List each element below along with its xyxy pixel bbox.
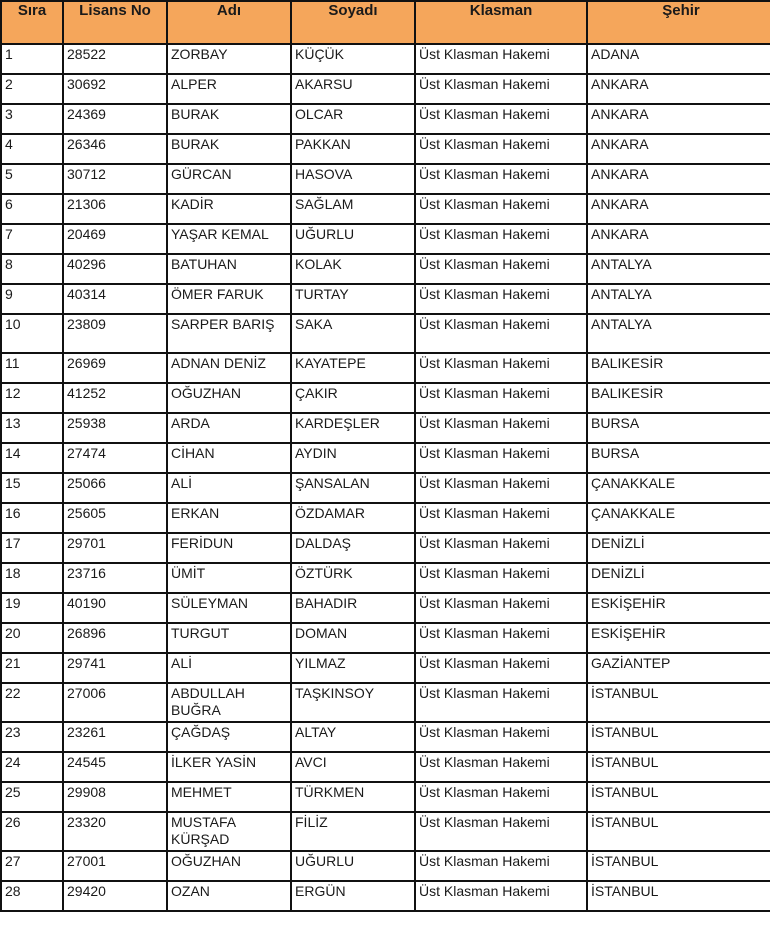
cell-sira: 14 — [1, 443, 63, 473]
cell-soyadi: ALTAY — [291, 722, 415, 752]
cell-klasman: Üst Klasman Hakemi — [415, 653, 587, 683]
table-row — [1, 224, 770, 254]
cell-sira: 15 — [1, 473, 63, 503]
cell-lisans: 27474 — [63, 443, 167, 473]
cell-sira: 11 — [1, 353, 63, 383]
table-row — [1, 653, 770, 683]
cell-lisans: 26969 — [63, 353, 167, 383]
cell-adi: ADNAN DENİZ — [167, 353, 291, 383]
table-row — [1, 473, 770, 503]
cell-sehir: ESKİŞEHİR — [587, 623, 770, 653]
cell-klasman: Üst Klasman Hakemi — [415, 413, 587, 443]
cell-adi: ÜMİT — [167, 563, 291, 593]
table-row — [1, 851, 770, 881]
cell-sira: 28 — [1, 881, 63, 911]
cell-lisans: 23261 — [63, 722, 167, 752]
cell-sira: 17 — [1, 533, 63, 563]
table-body — [1, 44, 770, 911]
cell-sehir: ANTALYA — [587, 254, 770, 284]
cell-sira: 18 — [1, 563, 63, 593]
cell-adi: ÇAĞDAŞ — [167, 722, 291, 752]
cell-adi: ALİ — [167, 653, 291, 683]
cell-sehir: BALIKESİR — [587, 383, 770, 413]
cell-adi: ALİ — [167, 473, 291, 503]
cell-adi: MEHMET — [167, 782, 291, 812]
cell-adi: ZORBAY — [167, 44, 291, 74]
cell-sira: 27 — [1, 851, 63, 881]
table-row — [1, 722, 770, 752]
cell-klasman: Üst Klasman Hakemi — [415, 224, 587, 254]
cell-sehir: GAZİANTEP — [587, 653, 770, 683]
cell-klasman: Üst Klasman Hakemi — [415, 74, 587, 104]
cell-sira: 5 — [1, 164, 63, 194]
cell-adi: GÜRCAN — [167, 164, 291, 194]
cell-sira: 3 — [1, 104, 63, 134]
cell-lisans: 23809 — [63, 314, 167, 353]
cell-soyadi: PAKKAN — [291, 134, 415, 164]
cell-lisans: 27001 — [63, 851, 167, 881]
column-header-klasman: Klasman — [415, 1, 587, 44]
cell-lisans: 26346 — [63, 134, 167, 164]
cell-sehir: ANKARA — [587, 164, 770, 194]
cell-sira: 23 — [1, 722, 63, 752]
cell-klasman: Üst Klasman Hakemi — [415, 44, 587, 74]
cell-adi: İLKER YASİN — [167, 752, 291, 782]
cell-sehir: ANTALYA — [587, 314, 770, 353]
cell-klasman: Üst Klasman Hakemi — [415, 683, 587, 722]
cell-lisans: 40314 — [63, 284, 167, 314]
cell-adi: BURAK — [167, 104, 291, 134]
cell-klasman: Üst Klasman Hakemi — [415, 503, 587, 533]
cell-soyadi: AYDIN — [291, 443, 415, 473]
cell-klasman: Üst Klasman Hakemi — [415, 473, 587, 503]
cell-sira: 6 — [1, 194, 63, 224]
cell-lisans: 24369 — [63, 104, 167, 134]
cell-adi: FERİDUN — [167, 533, 291, 563]
cell-lisans: 29701 — [63, 533, 167, 563]
table-row — [1, 104, 770, 134]
cell-soyadi: SAĞLAM — [291, 194, 415, 224]
cell-lisans: 26896 — [63, 623, 167, 653]
cell-klasman: Üst Klasman Hakemi — [415, 563, 587, 593]
cell-lisans: 25605 — [63, 503, 167, 533]
cell-soyadi: DOMAN — [291, 623, 415, 653]
table-row — [1, 353, 770, 383]
table-row — [1, 413, 770, 443]
cell-sehir: ANKARA — [587, 224, 770, 254]
cell-adi: YAŞAR KEMAL — [167, 224, 291, 254]
cell-sehir: BURSA — [587, 443, 770, 473]
cell-adi: OĞUZHAN — [167, 851, 291, 881]
cell-sehir: İSTANBUL — [587, 851, 770, 881]
cell-lisans: 21306 — [63, 194, 167, 224]
cell-soyadi: KÜÇÜK — [291, 44, 415, 74]
table-row — [1, 752, 770, 782]
cell-soyadi: UĞURLU — [291, 851, 415, 881]
cell-lisans: 27006 — [63, 683, 167, 722]
cell-soyadi: AVCI — [291, 752, 415, 782]
cell-soyadi: AKARSU — [291, 74, 415, 104]
cell-lisans: 25938 — [63, 413, 167, 443]
cell-klasman: Üst Klasman Hakemi — [415, 104, 587, 134]
table-row — [1, 44, 770, 74]
cell-soyadi: YILMAZ — [291, 653, 415, 683]
cell-sehir: ANKARA — [587, 104, 770, 134]
cell-adi: SARPER BARIŞ — [167, 314, 291, 353]
cell-sehir: İSTANBUL — [587, 752, 770, 782]
cell-sehir: ADANA — [587, 44, 770, 74]
cell-lisans: 30712 — [63, 164, 167, 194]
cell-lisans: 40296 — [63, 254, 167, 284]
cell-sehir: ANTALYA — [587, 284, 770, 314]
cell-soyadi: TÜRKMEN — [291, 782, 415, 812]
table-row — [1, 254, 770, 284]
cell-soyadi: ÖZTÜRK — [291, 563, 415, 593]
table-row — [1, 623, 770, 653]
cell-sira: 9 — [1, 284, 63, 314]
cell-sira: 22 — [1, 683, 63, 722]
cell-klasman: Üst Klasman Hakemi — [415, 254, 587, 284]
cell-klasman: Üst Klasman Hakemi — [415, 314, 587, 353]
cell-klasman: Üst Klasman Hakemi — [415, 533, 587, 563]
table-row — [1, 134, 770, 164]
cell-sehir: İSTANBUL — [587, 683, 770, 722]
cell-sehir: DENİZLİ — [587, 533, 770, 563]
cell-lisans: 29908 — [63, 782, 167, 812]
cell-adi: ALPER — [167, 74, 291, 104]
cell-lisans: 28522 — [63, 44, 167, 74]
cell-sira: 1 — [1, 44, 63, 74]
header-row — [1, 1, 770, 44]
column-header-adi: Adı — [167, 1, 291, 44]
cell-sira: 7 — [1, 224, 63, 254]
cell-adi: ARDA — [167, 413, 291, 443]
cell-adi: ABDULLAH BUĞRA — [167, 683, 291, 722]
cell-adi: SÜLEYMAN — [167, 593, 291, 623]
cell-klasman: Üst Klasman Hakemi — [415, 284, 587, 314]
column-header-sira: Sıra — [1, 1, 63, 44]
cell-klasman: Üst Klasman Hakemi — [415, 164, 587, 194]
cell-sehir: ANKARA — [587, 194, 770, 224]
cell-sehir: BURSA — [587, 413, 770, 443]
cell-lisans: 23320 — [63, 812, 167, 851]
cell-lisans: 25066 — [63, 473, 167, 503]
cell-lisans: 24545 — [63, 752, 167, 782]
cell-sira: 26 — [1, 812, 63, 851]
table-row — [1, 563, 770, 593]
cell-sehir: ESKİŞEHİR — [587, 593, 770, 623]
cell-sehir: DENİZLİ — [587, 563, 770, 593]
cell-sira: 12 — [1, 383, 63, 413]
cell-sehir: İSTANBUL — [587, 782, 770, 812]
cell-lisans: 20469 — [63, 224, 167, 254]
cell-adi: CİHAN — [167, 443, 291, 473]
table-row — [1, 164, 770, 194]
cell-sira: 13 — [1, 413, 63, 443]
cell-sira: 20 — [1, 623, 63, 653]
cell-klasman: Üst Klasman Hakemi — [415, 443, 587, 473]
cell-adi: BURAK — [167, 134, 291, 164]
column-header-sehir: Şehir — [587, 1, 770, 44]
cell-sehir: ANKARA — [587, 74, 770, 104]
cell-klasman: Üst Klasman Hakemi — [415, 134, 587, 164]
cell-lisans: 30692 — [63, 74, 167, 104]
cell-klasman: Üst Klasman Hakemi — [415, 851, 587, 881]
cell-soyadi: KAYATEPE — [291, 353, 415, 383]
cell-soyadi: FİLİZ — [291, 812, 415, 851]
table-row — [1, 503, 770, 533]
cell-soyadi: DALDAŞ — [291, 533, 415, 563]
cell-klasman: Üst Klasman Hakemi — [415, 593, 587, 623]
cell-lisans: 40190 — [63, 593, 167, 623]
cell-soyadi: TAŞKINSOY — [291, 683, 415, 722]
cell-sira: 16 — [1, 503, 63, 533]
cell-soyadi: ÖZDAMAR — [291, 503, 415, 533]
cell-soyadi: ŞANSALAN — [291, 473, 415, 503]
cell-adi: OZAN — [167, 881, 291, 911]
cell-adi: KADİR — [167, 194, 291, 224]
table-row — [1, 782, 770, 812]
cell-adi: MUSTAFA KÜRŞAD — [167, 812, 291, 851]
cell-lisans: 41252 — [63, 383, 167, 413]
table-row — [1, 443, 770, 473]
cell-soyadi: HASOVA — [291, 164, 415, 194]
cell-soyadi: UĞURLU — [291, 224, 415, 254]
table-header — [1, 1, 770, 44]
cell-adi: TURGUT — [167, 623, 291, 653]
table-row — [1, 812, 770, 851]
cell-soyadi: KOLAK — [291, 254, 415, 284]
cell-klasman: Üst Klasman Hakemi — [415, 383, 587, 413]
cell-adi: ERKAN — [167, 503, 291, 533]
cell-sehir: ANKARA — [587, 134, 770, 164]
table-row — [1, 383, 770, 413]
cell-sira: 10 — [1, 314, 63, 353]
cell-sehir: İSTANBUL — [587, 812, 770, 851]
cell-klasman: Üst Klasman Hakemi — [415, 752, 587, 782]
cell-soyadi: SAKA — [291, 314, 415, 353]
cell-sehir: İSTANBUL — [587, 722, 770, 752]
cell-soyadi: TURTAY — [291, 284, 415, 314]
table-row — [1, 683, 770, 722]
table-row — [1, 74, 770, 104]
cell-sira: 21 — [1, 653, 63, 683]
table-row — [1, 314, 770, 353]
table-row — [1, 284, 770, 314]
cell-soyadi: ÇAKIR — [291, 383, 415, 413]
column-header-soyadi: Soyadı — [291, 1, 415, 44]
cell-lisans: 29420 — [63, 881, 167, 911]
cell-lisans: 23716 — [63, 563, 167, 593]
cell-soyadi: KARDEŞLER — [291, 413, 415, 443]
cell-soyadi: ERGÜN — [291, 881, 415, 911]
cell-klasman: Üst Klasman Hakemi — [415, 623, 587, 653]
cell-sehir: BALIKESİR — [587, 353, 770, 383]
cell-soyadi: BAHADIR — [291, 593, 415, 623]
column-header-lisans: Lisans No — [63, 1, 167, 44]
cell-klasman: Üst Klasman Hakemi — [415, 881, 587, 911]
cell-sehir: İSTANBUL — [587, 881, 770, 911]
cell-klasman: Üst Klasman Hakemi — [415, 353, 587, 383]
cell-lisans: 29741 — [63, 653, 167, 683]
cell-adi: ÖMER FARUK — [167, 284, 291, 314]
cell-sira: 24 — [1, 752, 63, 782]
cell-sira: 2 — [1, 74, 63, 104]
cell-soyadi: OLCAR — [291, 104, 415, 134]
table-row — [1, 194, 770, 224]
cell-sehir: ÇANAKKALE — [587, 503, 770, 533]
cell-klasman: Üst Klasman Hakemi — [415, 782, 587, 812]
cell-adi: BATUHAN — [167, 254, 291, 284]
cell-adi: OĞUZHAN — [167, 383, 291, 413]
cell-sira: 8 — [1, 254, 63, 284]
cell-klasman: Üst Klasman Hakemi — [415, 812, 587, 851]
cell-klasman: Üst Klasman Hakemi — [415, 722, 587, 752]
cell-sehir: ÇANAKKALE — [587, 473, 770, 503]
table-row — [1, 881, 770, 911]
table-row — [1, 533, 770, 563]
cell-sira: 19 — [1, 593, 63, 623]
cell-sira: 25 — [1, 782, 63, 812]
cell-sira: 4 — [1, 134, 63, 164]
table-row — [1, 593, 770, 623]
cell-klasman: Üst Klasman Hakemi — [415, 194, 587, 224]
